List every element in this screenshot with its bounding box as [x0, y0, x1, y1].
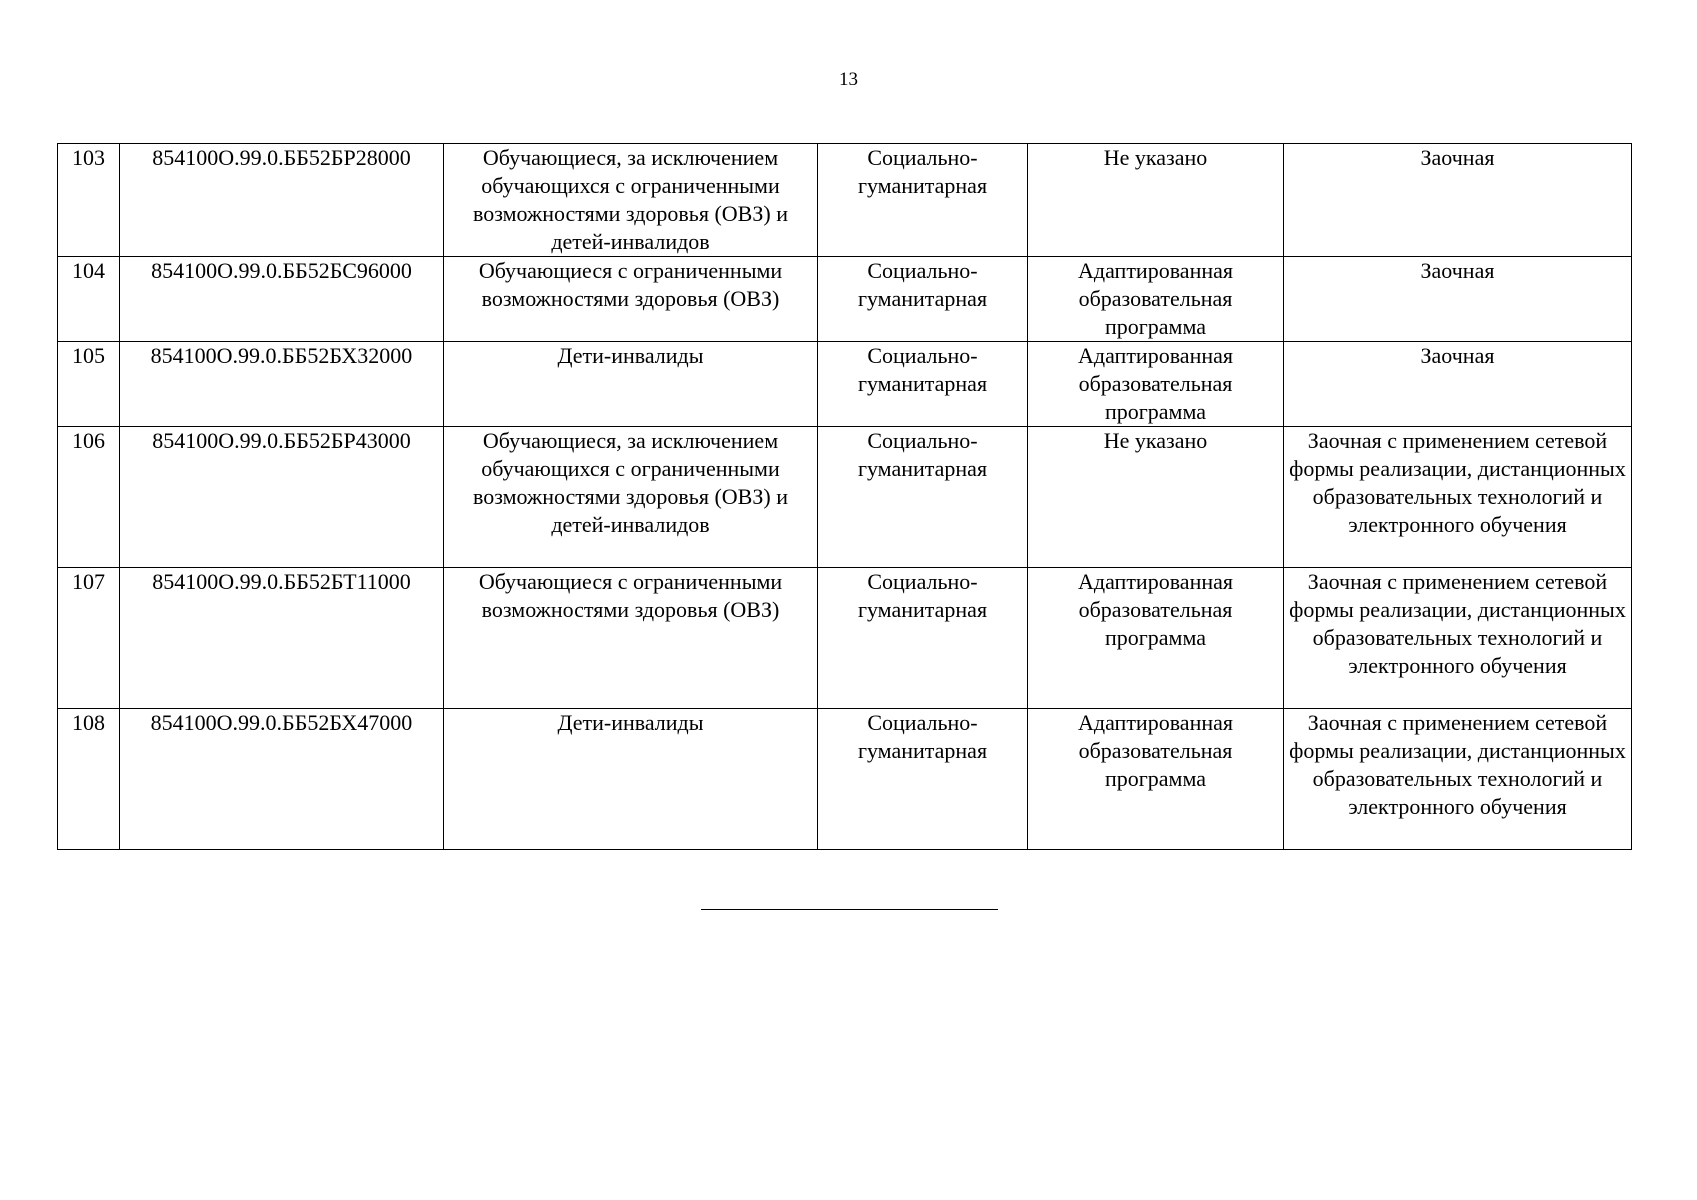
- direction-cell: Социально-гуманитарная: [818, 257, 1028, 342]
- program-type-cell: Адаптированная образовательная программа: [1028, 257, 1284, 342]
- registry-code-cell: 854100О.99.0.ББ52БТ11000: [120, 568, 444, 709]
- table-row: [58, 144, 1632, 257]
- student-category-cell: Обучающиеся с ограниченными возможностями здоровья (ОВЗ): [444, 568, 818, 709]
- study-form-cell: Заочная: [1284, 257, 1632, 342]
- table-row: [58, 257, 1632, 342]
- direction-cell: Социально-гуманитарная: [818, 144, 1028, 257]
- program-type-cell: Не указано: [1028, 427, 1284, 568]
- direction-cell: Социально-гуманитарная: [818, 568, 1028, 709]
- registry-code-cell: 854100О.99.0.ББ52БР28000: [120, 144, 444, 257]
- student-category-cell: Обучающиеся, за исключением обучающихся с ограниченными возможностями здоровья (ОВЗ) и детей-инвалидов: [444, 427, 818, 568]
- row-number-cell: 106: [58, 427, 120, 568]
- row-number-cell: 107: [58, 568, 120, 709]
- student-category-cell: Обучающиеся с ограниченными возможностями здоровья (ОВЗ): [444, 257, 818, 342]
- study-form-cell: Заочная с применением сетевой формы реализации, дистанционных образовательных технологий и электронного обучения: [1284, 568, 1632, 709]
- row-number-cell: 104: [58, 257, 120, 342]
- student-category-cell: Обучающиеся, за исключением обучающихся с ограниченными возможностями здоровья (ОВЗ) и детей-инвалидов: [444, 144, 818, 257]
- services-registry-table: [57, 143, 1632, 850]
- registry-code-cell: 854100О.99.0.ББ52БС96000: [120, 257, 444, 342]
- direction-cell: Социально-гуманитарная: [818, 342, 1028, 427]
- row-number-cell: 105: [58, 342, 120, 427]
- registry-code-cell: 854100О.99.0.ББ52БР43000: [120, 427, 444, 568]
- program-type-cell: Адаптированная образовательная программа: [1028, 709, 1284, 850]
- program-type-cell: Адаптированная образовательная программа: [1028, 568, 1284, 709]
- student-category-cell: Дети-инвалиды: [444, 709, 818, 850]
- table-row: [58, 709, 1632, 850]
- registry-code-cell: 854100О.99.0.ББ52БХ32000: [120, 342, 444, 427]
- study-form-cell: Заочная: [1284, 342, 1632, 427]
- program-type-cell: Не указано: [1028, 144, 1284, 257]
- student-category-cell: Дети-инвалиды: [444, 342, 818, 427]
- program-type-cell: Адаптированная образовательная программа: [1028, 342, 1284, 427]
- table-row: [58, 427, 1632, 568]
- page-number: 13: [839, 69, 858, 90]
- closing-divider-line: [701, 909, 998, 910]
- registry-code-cell: 854100О.99.0.ББ52БХ47000: [120, 709, 444, 850]
- row-number-cell: 108: [58, 709, 120, 850]
- table-row: [58, 342, 1632, 427]
- direction-cell: Социально-гуманитарная: [818, 709, 1028, 850]
- row-number-cell: 103: [58, 144, 120, 257]
- study-form-cell: Заочная с применением сетевой формы реализации, дистанционных образовательных технологий и электронного обучения: [1284, 427, 1632, 568]
- table-row: [58, 568, 1632, 709]
- study-form-cell: Заочная с применением сетевой формы реализации, дистанционных образовательных технологий и электронного обучения: [1284, 709, 1632, 850]
- direction-cell: Социально-гуманитарная: [818, 427, 1028, 568]
- study-form-cell: Заочная: [1284, 144, 1632, 257]
